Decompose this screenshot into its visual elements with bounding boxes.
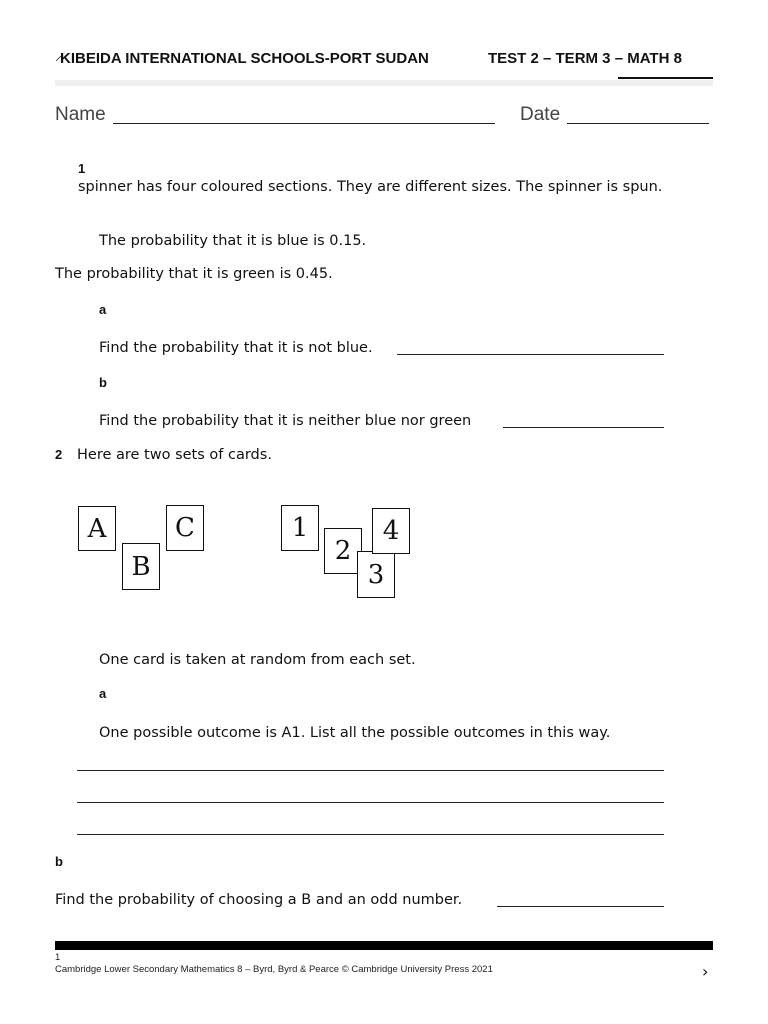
- question-2b-label: b: [55, 854, 63, 869]
- footer-credit: Cambridge Lower Secondary Mathematics 8 – Byrd, Byrd & Pearce © Cambridge University Press 2021: [55, 964, 493, 975]
- question-2-take-text: One card is taken at random from each set.: [99, 652, 416, 668]
- name-label: Name: [55, 104, 106, 125]
- footer-bar: [55, 941, 713, 950]
- question-2a-answer-line-3[interactable]: [77, 834, 664, 835]
- school-name: KIBEIDA INTERNATIONAL SCHOOLS-PORT SUDAN: [60, 50, 429, 67]
- question-1b-label: b: [99, 375, 107, 390]
- card-letter-b: B: [122, 543, 160, 590]
- question-1a-answer-line[interactable]: [397, 354, 664, 355]
- card-number-4: 4: [372, 508, 410, 554]
- name-field[interactable]: [113, 123, 495, 124]
- question-2-intro: Here are two sets of cards.: [77, 447, 272, 463]
- question-2b-answer-line[interactable]: [497, 906, 664, 907]
- card-number-2: 2: [324, 528, 362, 574]
- question-2a-label: a: [99, 686, 107, 701]
- question-2a-text: One possible outcome is A1. List all the possible outcomes in this way.: [99, 725, 611, 741]
- test-title: TEST 2 – TERM 3 – MATH 8: [488, 50, 682, 67]
- corner-mark-icon: ⸝: [55, 48, 62, 64]
- card-number-3: 3: [357, 551, 395, 598]
- question-2-number: 2: [55, 447, 63, 462]
- question-1-green-probability: The probability that it is green is 0.45.: [55, 266, 333, 282]
- question-1-intro: spinner has four coloured sections. They are different sizes. The spinner is spun.: [78, 179, 663, 195]
- card-letter-a: A: [78, 506, 116, 551]
- card-letter-c: C: [166, 505, 204, 551]
- header-rule: [618, 77, 713, 79]
- question-1-blue-probability: The probability that it is blue is 0.15.: [99, 233, 367, 249]
- page-number: 1: [55, 952, 61, 963]
- card-number-1: 1: [281, 505, 319, 551]
- question-1b-answer-line[interactable]: [503, 427, 664, 428]
- question-2a-answer-line-1[interactable]: [77, 770, 664, 771]
- question-2b-text: Find the probability of choosing a B and an odd number.: [55, 892, 463, 908]
- question-2a-answer-line-2[interactable]: [77, 802, 664, 803]
- date-field[interactable]: [567, 123, 709, 124]
- question-1a-label: a: [99, 302, 107, 317]
- corner-mark-icon-footer: ›: [702, 962, 709, 981]
- date-label: Date: [520, 104, 561, 125]
- question-1b-text: Find the probability that it is neither blue nor green: [99, 413, 472, 429]
- question-1-number: 1: [78, 161, 86, 176]
- question-1a-text: Find the probability that it is not blue.: [99, 340, 373, 356]
- header-divider: [55, 80, 713, 86]
